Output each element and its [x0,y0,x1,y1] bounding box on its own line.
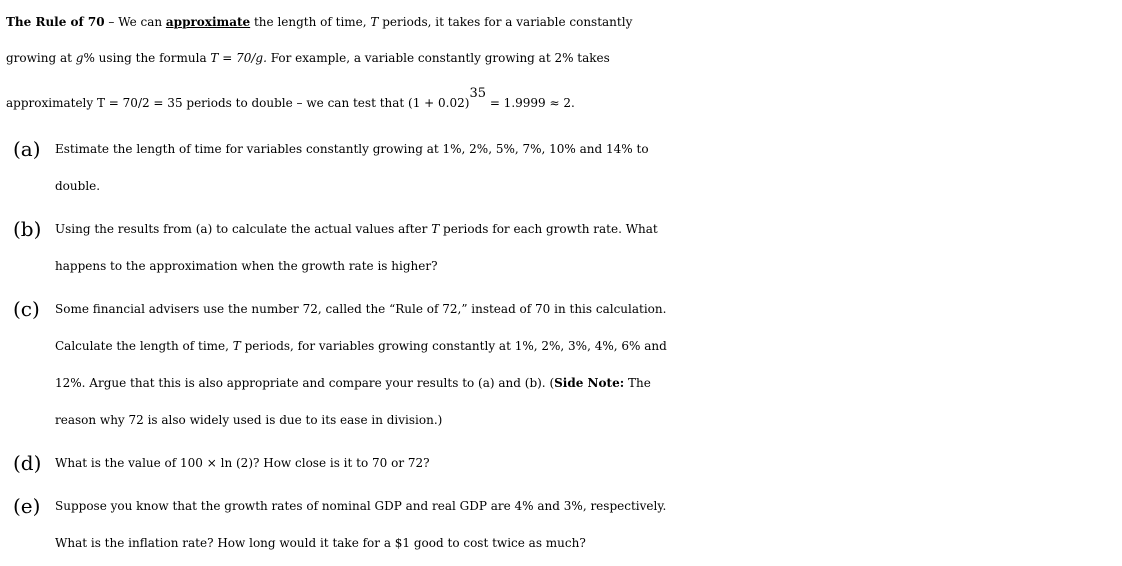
question-text-part: Using the results from (a) to calculate the actual values after [55,222,432,236]
question-label: (a) [13,137,41,161]
variable-t: T [431,222,440,236]
rule-title: The Rule of 70 [6,15,105,29]
question-text [55,211,1108,248]
intro-text: % using the formula [83,51,211,65]
question-label: (d) [13,451,42,475]
intro-dash-text: – We can [104,15,166,29]
intro-line-3 [6,76,1108,121]
intro-text: = 1.9999 ≈ 2. [486,96,575,110]
question-e [6,488,1108,562]
question-d [6,445,1108,482]
question-text-part: periods for each growth rate. What [439,222,658,236]
intro-text: For example, a variable constantly growing at 2% takes [266,51,610,65]
question-text-part: periods, for variables growing constantly at 1%, 2%, 3%, 4%, 6% and [240,339,667,353]
question-label: (e) [13,494,41,518]
emphasis-approximate: approximate [165,15,251,29]
question-text-part: Calculate the length of time, [55,339,233,353]
question-a [6,131,1108,205]
intro-line-1 [6,4,1108,40]
rule-formula: T = 70/g. [210,51,267,65]
variable-t: T [370,15,379,29]
question-text-part: The [624,376,651,390]
intro-paragraph [6,4,1108,121]
side-note-label: Side Note: [554,376,625,390]
example-formula: T = 70/2 = 35 [96,96,183,110]
exponent: 35 [469,86,486,101]
variable-t: T [232,339,241,353]
question-text [55,365,1108,402]
question-text-part: 12%. Argue that this is also appropriate and compare your results to (a) and (b). ( [55,376,555,390]
question-list [6,131,1108,562]
question-text: double. [55,179,101,193]
intro-text: periods, it takes for a variable constantly [378,15,633,29]
question-text: Estimate the length of time for variables constantly growing at 1%, 2%, 5%, 7%, 10% and 14% to [55,142,649,156]
question-c [6,291,1108,439]
question-text: Some financial advisers use the number 72, called the “Rule of 72,” instead of 70 in this calculation. [55,302,667,316]
question-text [55,328,1108,365]
question-b [6,211,1108,285]
intro-text: approximately [6,96,97,110]
question-text: What is the inflation rate? How long would it take for a $1 good to cost twice as much? [55,536,586,550]
question-text: reason why 72 is also widely used is due to its ease in division.) [55,413,443,427]
intro-line-2 [6,40,1108,76]
question-label: (b) [13,217,42,241]
question-label: (c) [13,297,40,321]
question-text: Suppose you know that the growth rates of nominal GDP and real GDP are 4% and 3%, respectively. [55,499,667,513]
intro-text: periods to double – we can test that (1 + 0.02) [182,96,470,110]
variable-g: g [75,51,84,65]
intro-text: growing at [6,51,76,65]
question-text: happens to the approximation when the growth rate is higher? [55,259,438,273]
intro-text: the length of time, [250,15,371,29]
question-text: What is the value of 100 × ln (2)? How close is it to 70 or 72? [55,456,430,470]
